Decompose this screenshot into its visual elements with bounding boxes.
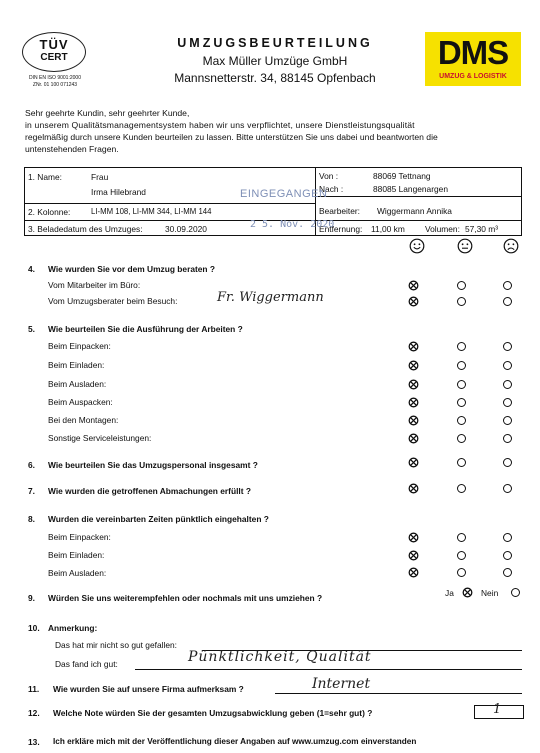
sad-face-icon — [503, 238, 519, 254]
happy-face-icon — [409, 238, 425, 254]
q8-sub3-checked-mark[interactable] — [408, 567, 419, 578]
bearbeiter-label: Bearbeiter: — [319, 206, 360, 216]
name-label: 1. Name: — [28, 172, 62, 182]
kolonne-label: 2. Kolonne: — [28, 207, 71, 217]
q5-sub4-option-2[interactable] — [457, 398, 466, 407]
q13-number: 13. — [28, 737, 40, 747]
q7-option-2[interactable] — [457, 484, 466, 493]
q5-sub-auspacken: Beim Auspacken: — [48, 397, 113, 407]
q5-sub5-option-3[interactable] — [503, 416, 512, 425]
company-address: Mannsnetterstr. 34, 88145 Opfenbach — [174, 71, 376, 85]
q5-sub-einladen: Beim Einladen: — [48, 360, 105, 370]
q8-sub3-option-3[interactable] — [503, 568, 512, 577]
q5-sub3-option-3[interactable] — [503, 380, 512, 389]
q11-title: Wie wurden Sie auf unsere Firma aufmerksam ? — [53, 684, 244, 694]
received-stamp-date: 2 5. Nov. 2020 — [250, 219, 335, 230]
q7-number: 7. — [28, 486, 35, 496]
q8-sub-ausladen: Beim Ausladen: — [48, 568, 107, 578]
q8-sub1-checked-mark[interactable] — [408, 532, 419, 543]
dms-logo-tagline: UMZUG & LOGISTIK — [439, 73, 507, 80]
q5-sub5-option-2[interactable] — [457, 416, 466, 425]
q8-sub2-option-3[interactable] — [503, 551, 512, 560]
intro-line-2: regelmäßig durch unsere Kunden beurteilen zu lassen. Bitte unterstützen Sie uns dabei und beantworten die — [25, 132, 438, 142]
q8-number: 8. — [28, 514, 35, 524]
q5-sub4-checked-mark[interactable] — [408, 397, 419, 408]
q10-sub2-line[interactable] — [135, 669, 522, 670]
q9-ja-checked-mark[interactable] — [462, 587, 473, 598]
q12-number: 12. — [28, 708, 40, 718]
von-label: Von : — [319, 171, 339, 181]
q4-sub2-option-2[interactable] — [457, 297, 466, 306]
dms-logo — [425, 32, 521, 86]
q5-sub-einpacken: Beim Einpacken: — [48, 341, 111, 351]
q6-title: Wie beurteilen Sie das Umzugspersonal insgesamt ? — [48, 460, 258, 470]
q10-handwritten-liked: Pünktlichkeit, Qualität — [188, 649, 372, 665]
q5-sub1-option-2[interactable] — [457, 342, 466, 351]
q7-option-3[interactable] — [503, 484, 512, 493]
q9-nein-label: Nein — [481, 588, 499, 598]
q4-sub1-option-2[interactable] — [457, 281, 466, 290]
q8-sub1-option-3[interactable] — [503, 533, 512, 542]
bearbeiter-value: Wiggermann Annika — [377, 206, 452, 216]
q10-title: Anmerkung: — [48, 623, 98, 633]
q10-sub2-label: Das fand ich gut: — [55, 659, 118, 669]
q5-number: 5. — [28, 324, 35, 334]
q10-number: 10. — [28, 623, 40, 633]
company-name: Max Müller Umzüge GmbH — [202, 54, 348, 68]
dms-logo-text: DMS — [437, 34, 509, 71]
q5-sub1-option-3[interactable] — [503, 342, 512, 351]
date-label: 3. Beladedatum des Umzuges: — [28, 224, 143, 234]
q8-title: Wurden die vereinbarten Zeiten pünktlich eingehalten ? — [48, 514, 269, 524]
entfernung-value: 11,00 km — [371, 224, 405, 234]
q7-title: Wie wurden die getroffenen Abmachungen erfüllt ? — [48, 486, 251, 496]
name-salutation: Frau — [91, 172, 109, 182]
q8-sub2-option-2[interactable] — [457, 551, 466, 560]
q4-sub1-checked-mark[interactable] — [408, 280, 419, 291]
volumen-label: Volumen: — [425, 224, 460, 234]
nach-value: 88085 Langenargen — [373, 184, 448, 194]
tuv-logo-top-text: TÜV — [39, 37, 69, 52]
q5-sub-ausladen: Beim Ausladen: — [48, 379, 107, 389]
q12-handwritten-grade: 1 — [493, 702, 502, 717]
q5-sub2-option-3[interactable] — [503, 361, 512, 370]
tuv-logo-bottom-text: CERT — [40, 52, 68, 63]
tuv-cert-logo — [22, 32, 88, 92]
q4-number: 4. — [28, 264, 35, 274]
q8-sub-einladen: Beim Einladen: — [48, 550, 105, 560]
intro-greeting: Sehr geehrte Kundin, sehr geehrter Kunde, — [25, 108, 190, 118]
q6-option-3[interactable] — [503, 458, 512, 467]
q9-nein-option[interactable] — [511, 588, 520, 597]
q5-sub-sonstige: Sonstige Serviceleistungen: — [48, 433, 152, 443]
q5-sub2-checked-mark[interactable] — [408, 360, 419, 371]
q11-answer-line[interactable] — [275, 693, 522, 694]
q5-sub3-option-2[interactable] — [457, 380, 466, 389]
q8-sub2-checked-mark[interactable] — [408, 550, 419, 561]
q7-checked-mark[interactable] — [408, 483, 419, 494]
document-title: UMZUGSBEURTEILUNG — [177, 36, 373, 50]
q4-sub1-label: Vom Mitarbeiter im Büro: — [48, 280, 141, 290]
q5-sub3-checked-mark[interactable] — [408, 379, 419, 390]
q13-title: Ich erkläre mich mit der Veröffentlichung dieser Angaben auf www.umzug.com einverstanden — [53, 737, 417, 746]
q5-sub6-option-3[interactable] — [503, 434, 512, 443]
q9-title: Würden Sie uns weiterempfehlen oder nochmals mit uns umziehen ? — [48, 593, 323, 603]
q8-sub1-option-2[interactable] — [457, 533, 466, 542]
q8-sub3-option-2[interactable] — [457, 568, 466, 577]
q6-checked-mark[interactable] — [408, 457, 419, 468]
q5-sub6-checked-mark[interactable] — [408, 433, 419, 444]
q9-number: 9. — [28, 593, 35, 603]
q12-title: Welche Note würden Sie der gesamten Umzugsabwicklung geben (1=sehr gut) ? — [53, 708, 373, 718]
neutral-face-icon — [457, 238, 473, 254]
received-stamp: EINGEGANGEN — [240, 188, 328, 200]
q4-sub2-option-3[interactable] — [503, 297, 512, 306]
q6-option-2[interactable] — [457, 458, 466, 467]
q4-sub2-label: Vom Umzugsberater beim Besuch: — [48, 296, 178, 306]
q4-sub2-checked-mark[interactable] — [408, 296, 419, 307]
intro-line-3: untenstehenden Fragen. — [25, 144, 119, 154]
q10-sub1-label: Das hat mir nicht so gut gefallen: — [55, 640, 177, 650]
tuv-logo-standard: DIN EN ISO 9001:2000 — [29, 75, 81, 81]
intro-line-1: in unserem Qualitätsmanagementsystem haben wir uns verpflichtet, unsere Dienstleistungsqualität — [25, 120, 415, 130]
q5-sub6-option-2[interactable] — [457, 434, 466, 443]
date-value: 30.09.2020 — [165, 224, 207, 234]
nach-label: Nach : — [319, 184, 344, 194]
q5-sub2-option-2[interactable] — [457, 361, 466, 370]
name-value: Irma Hilebrand — [91, 187, 146, 197]
q4-handwritten-consultant: Fr. Wiggermann — [217, 290, 324, 305]
tuv-logo-number: ZNr. 01 100 071243 — [32, 82, 78, 88]
q5-sub-montagen: Bei den Montagen: — [48, 415, 119, 425]
q11-handwritten-source: Internet — [312, 676, 371, 692]
kolonne-value: LI-MM 108, LI-MM 344, LI-MM 144 — [91, 207, 212, 216]
q5-sub4-option-3[interactable] — [503, 398, 512, 407]
q4-sub1-option-3[interactable] — [503, 281, 512, 290]
q5-title: Wie beurteilen Sie die Ausführung der Arbeiten ? — [48, 324, 243, 334]
q6-number: 6. — [28, 460, 35, 470]
q4-title: Wie wurden Sie vor dem Umzug beraten ? — [48, 264, 215, 274]
von-value: 88069 Tettnang — [373, 171, 431, 181]
q5-sub5-checked-mark[interactable] — [408, 415, 419, 426]
q8-sub-einpacken: Beim Einpacken: — [48, 532, 111, 542]
q9-ja-label: Ja — [445, 588, 454, 598]
entfernung-label: Entfernung: — [319, 224, 363, 234]
volumen-value: 57,30 m³ — [465, 224, 499, 234]
q11-number: 11. — [28, 684, 40, 694]
q5-sub1-checked-mark[interactable] — [408, 341, 419, 352]
